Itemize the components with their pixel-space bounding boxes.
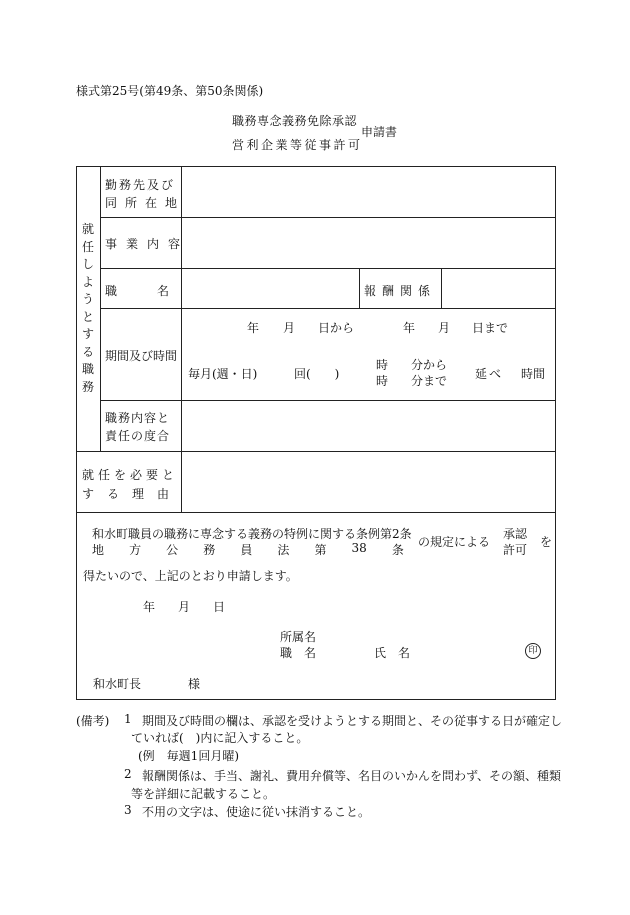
law-text xyxy=(92,541,404,558)
title-suffix: 申請書 xyxy=(361,125,398,139)
title-line-approval: 職務専念義務免除承認 xyxy=(232,114,358,128)
period-label: 期間及び時間 xyxy=(105,349,178,363)
workplace-label-line2: 同所在地 xyxy=(105,196,186,210)
provision-text: の規定による xyxy=(418,535,491,549)
law-text-char: 地 xyxy=(92,543,105,557)
notes-label: (備考) xyxy=(76,714,110,728)
note2-line2: 等を詳細に記載すること。 xyxy=(131,787,276,801)
honorific: 様 xyxy=(188,677,201,691)
period-monthly: 毎月(週・日) xyxy=(188,367,258,381)
law-text-char: 条 xyxy=(391,543,404,557)
period-times: 回( ) xyxy=(294,367,340,381)
name-label: 氏 名 xyxy=(374,646,411,660)
period-hour-from: 時 xyxy=(376,358,389,372)
law-text-char: 第 xyxy=(314,543,327,557)
business-label: 事業内容 xyxy=(105,237,190,251)
period-day-to: 日まで xyxy=(472,321,509,335)
workplace-label-line1: 勤務先及び xyxy=(105,178,176,192)
period-minute-from: 分から xyxy=(411,358,448,372)
side-label-char: す xyxy=(81,327,94,341)
period-hours: 時間 xyxy=(521,367,546,381)
side-label-position xyxy=(80,221,96,396)
period-month-to: 月 xyxy=(438,321,451,335)
note2-line1: 報酬関係は、手当、謝礼、費用弁償等、名目のいかんを問わず、その額、種類 xyxy=(142,769,562,783)
period-year-to: 年 xyxy=(403,321,416,335)
date-month: 月 xyxy=(178,600,191,614)
particle-text: を xyxy=(540,535,553,549)
reason-label-line1: 就任を必要と xyxy=(82,468,179,482)
approval-text: 承認 xyxy=(503,527,528,541)
law-text-char: 方 xyxy=(129,543,142,557)
seal-mark: 印 xyxy=(525,643,541,659)
period-year-from: 年 xyxy=(247,321,260,335)
note3-text: 不用の文字は、使途に従い抹消すること。 xyxy=(142,805,371,819)
period-hour-to: 時 xyxy=(376,374,389,388)
law-text-char: 38 xyxy=(351,541,367,555)
permission-text: 許可 xyxy=(503,543,528,557)
law-text-char: 務 xyxy=(203,543,216,557)
law-text-char: 公 xyxy=(166,543,179,557)
side-label-char: 就 xyxy=(81,222,94,236)
period-month-from: 月 xyxy=(283,321,296,335)
law-text-char: 法 xyxy=(277,543,290,557)
remuneration-label: 報酬関係 xyxy=(364,284,437,298)
side-label-char: 職 xyxy=(81,362,94,376)
side-label-char: る xyxy=(81,344,94,359)
position-label: 職名 xyxy=(105,284,210,298)
duties-label-line1: 職務内容と xyxy=(105,411,171,425)
side-label-char: し xyxy=(81,257,94,271)
title-line-permission: 営利企業等従事許可 xyxy=(232,138,363,152)
side-label-char: 任 xyxy=(81,239,94,254)
side-label-char: よ xyxy=(81,274,94,289)
period-day-from: 日から xyxy=(318,321,355,335)
reason-label-line2: する理由 xyxy=(82,487,183,501)
affiliation-label: 所属名 xyxy=(280,630,317,644)
note1-line1: 期間及び時間の欄は、承認を受けようとする期間と、その従事する日が確定し xyxy=(142,714,563,728)
addressee: 和水町長 xyxy=(93,677,142,691)
law-text-char: 員 xyxy=(240,543,253,557)
note1-number: 1 xyxy=(124,712,132,726)
note2-number: 2 xyxy=(124,767,132,781)
duties-label-line2: 責任の度合 xyxy=(105,429,171,443)
note1-line2: ていれば( )内に記入すること。 xyxy=(131,731,309,745)
note3-number: 3 xyxy=(124,803,132,817)
side-label-char: 務 xyxy=(81,379,94,394)
side-label-char: と xyxy=(81,309,94,324)
date-day: 日 xyxy=(213,600,226,614)
period-minute-to: 分まで xyxy=(411,374,448,388)
ordinance-text: 和水町職員の職務に専念する義務の特例に関する条例第2条 xyxy=(92,527,412,541)
date-year: 年 xyxy=(143,600,156,614)
post-label: 職 名 xyxy=(280,646,317,660)
closing-text: 得たいので、上記のとおり申請します。 xyxy=(83,569,298,583)
form-number: 様式第25号(第49条、第50条関係) xyxy=(76,84,264,98)
period-total: 延べ xyxy=(475,367,504,381)
side-label-char: う xyxy=(81,292,94,306)
note1-example: (例 毎週1回月曜) xyxy=(138,749,239,763)
